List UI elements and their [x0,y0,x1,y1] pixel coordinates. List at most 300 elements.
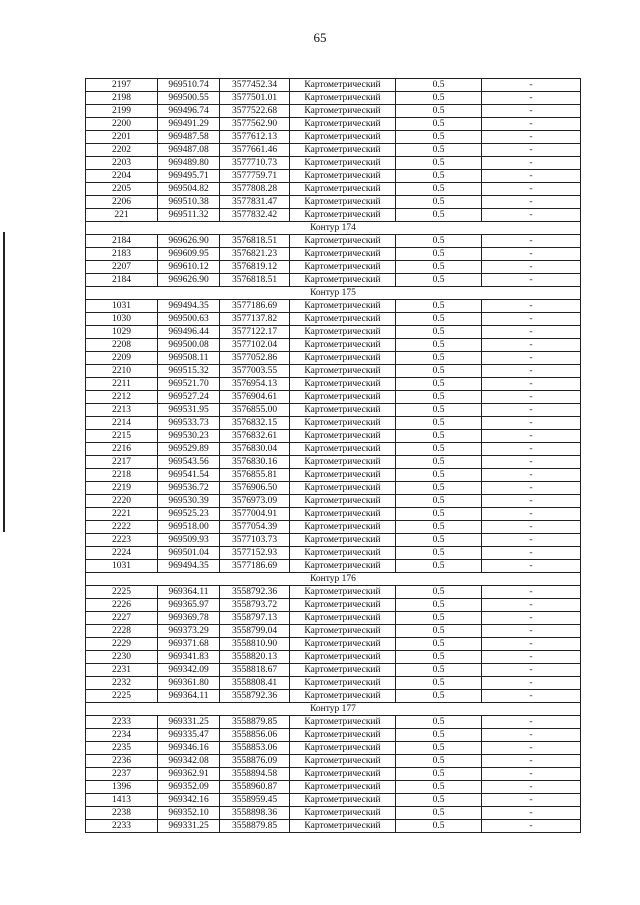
y-coordinate-cell: 3576830.16 [220,456,290,469]
point-number-cell: 1031 [86,300,158,313]
point-number-cell: 2204 [86,170,158,183]
table-row [86,586,581,599]
y-coordinate-cell: 3577452.34 [220,79,290,92]
extra-cell: - [482,716,581,729]
accuracy-cell: 0.5 [396,92,482,105]
y-coordinate-cell: 3576855.00 [220,404,290,417]
point-number-cell: 2201 [86,131,158,144]
accuracy-cell: 0.5 [396,716,482,729]
point-number-cell: 2224 [86,547,158,560]
y-coordinate-cell: 3558856.06 [220,729,290,742]
table-row [86,755,581,768]
point-number-cell: 2212 [86,391,158,404]
x-coordinate-cell: 969541.54 [158,469,220,482]
y-coordinate-cell: 3577054.39 [220,521,290,534]
y-coordinate-cell: 3577186.69 [220,300,290,313]
method-cell: Картометрический [290,456,396,469]
y-coordinate-cell: 3558797.13 [220,612,290,625]
accuracy-cell: 0.5 [396,313,482,326]
point-number-cell: 2221 [86,508,158,521]
extra-cell: - [482,131,581,144]
x-coordinate-cell: 969331.25 [158,820,220,833]
extra-cell: - [482,352,581,365]
y-coordinate-cell: 3558793.72 [220,599,290,612]
method-cell: Картометрический [290,521,396,534]
y-coordinate-cell: 3558898.36 [220,807,290,820]
method-cell: Картометрический [290,300,396,313]
x-coordinate-cell: 969530.39 [158,495,220,508]
accuracy-cell: 0.5 [396,365,482,378]
x-coordinate-cell: 969495.71 [158,170,220,183]
extra-cell: - [482,469,581,482]
point-number-cell: 2210 [86,365,158,378]
method-cell: Картометрический [290,170,396,183]
x-coordinate-cell: 969331.25 [158,716,220,729]
method-cell: Картометрический [290,495,396,508]
x-coordinate-cell: 969496.74 [158,105,220,118]
y-coordinate-cell: 3558894.58 [220,768,290,781]
accuracy-cell: 0.5 [396,794,482,807]
point-number-cell: 2216 [86,443,158,456]
extra-cell: - [482,92,581,105]
accuracy-cell: 0.5 [396,599,482,612]
y-coordinate-cell: 3558879.85 [220,820,290,833]
table-row [86,118,581,131]
x-coordinate-cell: 969342.08 [158,755,220,768]
accuracy-cell: 0.5 [396,131,482,144]
method-cell: Картометрический [290,729,396,742]
method-cell: Картометрический [290,339,396,352]
method-cell: Картометрический [290,430,396,443]
y-coordinate-cell: 3577832.42 [220,209,290,222]
point-number-cell: 2225 [86,586,158,599]
extra-cell: - [482,651,581,664]
accuracy-cell: 0.5 [396,820,482,833]
table-row [86,495,581,508]
x-coordinate-cell: 969487.08 [158,144,220,157]
y-coordinate-cell: 3577759.71 [220,170,290,183]
method-cell: Картометрический [290,248,396,261]
x-coordinate-cell: 969510.38 [158,196,220,209]
y-coordinate-cell: 3576973.09 [220,495,290,508]
extra-cell: - [482,235,581,248]
table-row [86,469,581,482]
table-row [86,157,581,170]
x-coordinate-cell: 969515.32 [158,365,220,378]
point-number-cell: 2205 [86,183,158,196]
y-coordinate-cell: 3576819.12 [220,261,290,274]
point-number-cell: 2220 [86,495,158,508]
table-row [86,547,581,560]
accuracy-cell: 0.5 [396,261,482,274]
method-cell: Картометрический [290,313,396,326]
point-number-cell: 2184 [86,274,158,287]
table-row [86,261,581,274]
table-row [86,677,581,690]
point-number-cell: 1413 [86,794,158,807]
table-row [86,248,581,261]
method-cell: Картометрический [290,781,396,794]
y-coordinate-cell: 3576818.51 [220,274,290,287]
table-row [86,326,581,339]
extra-cell: - [482,560,581,573]
contour-header-row [86,703,581,716]
method-cell: Картометрический [290,105,396,118]
extra-cell: - [482,729,581,742]
method-cell: Картометрический [290,664,396,677]
extra-cell: - [482,625,581,638]
table-row [86,209,581,222]
y-coordinate-cell: 3577052.86 [220,352,290,365]
table-row [86,638,581,651]
extra-cell: - [482,365,581,378]
table-row [86,716,581,729]
extra-cell: - [482,378,581,391]
accuracy-cell: 0.5 [396,495,482,508]
accuracy-cell: 0.5 [396,651,482,664]
x-coordinate-cell: 969530.23 [158,430,220,443]
point-number-cell: 2225 [86,690,158,703]
x-coordinate-cell: 969342.09 [158,664,220,677]
accuracy-cell: 0.5 [396,612,482,625]
y-coordinate-cell: 3576818.51 [220,235,290,248]
accuracy-cell: 0.5 [396,417,482,430]
table-row [86,170,581,183]
point-number-cell: 2184 [86,235,158,248]
table-row [86,443,581,456]
method-cell: Картометрический [290,365,396,378]
method-cell: Картометрический [290,404,396,417]
y-coordinate-cell: 3577710.73 [220,157,290,170]
extra-cell: - [482,677,581,690]
accuracy-cell: 0.5 [396,404,482,417]
extra-cell: - [482,261,581,274]
table-row [86,430,581,443]
accuracy-cell: 0.5 [396,469,482,482]
accuracy-cell: 0.5 [396,248,482,261]
x-coordinate-cell: 969527.24 [158,391,220,404]
accuracy-cell: 0.5 [396,105,482,118]
y-coordinate-cell: 3558959.45 [220,794,290,807]
table-row [86,612,581,625]
table-row [86,482,581,495]
extra-cell: - [482,794,581,807]
y-coordinate-cell: 3558960.87 [220,781,290,794]
y-coordinate-cell: 3577122.17 [220,326,290,339]
method-cell: Картометрический [290,417,396,430]
accuracy-cell: 0.5 [396,482,482,495]
y-coordinate-cell: 3577612.13 [220,131,290,144]
table-row [86,183,581,196]
table-row [86,417,581,430]
x-coordinate-cell: 969510.74 [158,79,220,92]
x-coordinate-cell: 969511.32 [158,209,220,222]
table-row [86,651,581,664]
point-number-cell: 2202 [86,144,158,157]
point-number-cell: 2213 [86,404,158,417]
accuracy-cell: 0.5 [396,430,482,443]
accuracy-cell: 0.5 [396,378,482,391]
extra-cell: - [482,781,581,794]
table-row [86,235,581,248]
extra-cell: - [482,742,581,755]
method-cell: Картометрический [290,807,396,820]
method-cell: Картометрический [290,690,396,703]
table-row [86,144,581,157]
extra-cell: - [482,196,581,209]
point-number-cell: 2203 [86,157,158,170]
extra-cell: - [482,326,581,339]
x-coordinate-cell: 969509.93 [158,534,220,547]
contour-header-row [86,573,581,586]
table-row [86,92,581,105]
accuracy-cell: 0.5 [396,339,482,352]
x-coordinate-cell: 969504.82 [158,183,220,196]
y-coordinate-cell: 3576904.61 [220,391,290,404]
y-coordinate-cell: 3558799.04 [220,625,290,638]
y-coordinate-cell: 3558792.36 [220,690,290,703]
extra-cell: - [482,456,581,469]
point-number-cell: 2218 [86,469,158,482]
accuracy-cell: 0.5 [396,326,482,339]
method-cell: Картометрический [290,326,396,339]
table-row [86,391,581,404]
y-coordinate-cell: 3577831.47 [220,196,290,209]
table-row [86,742,581,755]
point-number-cell: 2238 [86,807,158,820]
accuracy-cell: 0.5 [396,300,482,313]
x-coordinate-cell: 969500.63 [158,313,220,326]
margin-line [3,232,5,532]
y-coordinate-cell: 3577661.46 [220,144,290,157]
extra-cell: - [482,547,581,560]
accuracy-cell: 0.5 [396,456,482,469]
accuracy-cell: 0.5 [396,170,482,183]
accuracy-cell: 0.5 [396,534,482,547]
point-number-cell: 2237 [86,768,158,781]
extra-cell: - [482,79,581,92]
accuracy-cell: 0.5 [396,742,482,755]
point-number-cell: 2206 [86,196,158,209]
method-cell: Картометрический [290,482,396,495]
accuracy-cell: 0.5 [396,768,482,781]
y-coordinate-cell: 3577808.28 [220,183,290,196]
contour-header-row [86,222,581,235]
point-number-cell: 2235 [86,742,158,755]
y-coordinate-cell: 3576821.23 [220,248,290,261]
accuracy-cell: 0.5 [396,807,482,820]
y-coordinate-cell: 3576954.13 [220,378,290,391]
point-number-cell: 2200 [86,118,158,131]
x-coordinate-cell: 969529.89 [158,443,220,456]
extra-cell: - [482,391,581,404]
method-cell: Картометрический [290,768,396,781]
point-number-cell: 2233 [86,820,158,833]
x-coordinate-cell: 969500.08 [158,339,220,352]
extra-cell: - [482,183,581,196]
x-coordinate-cell: 969369.78 [158,612,220,625]
contour-label: Контур 176 [86,573,581,586]
accuracy-cell: 0.5 [396,443,482,456]
extra-cell: - [482,495,581,508]
table-row [86,352,581,365]
y-coordinate-cell: 3558853.06 [220,742,290,755]
accuracy-cell: 0.5 [396,690,482,703]
x-coordinate-cell: 969491.29 [158,118,220,131]
x-coordinate-cell: 969362.91 [158,768,220,781]
accuracy-cell: 0.5 [396,547,482,560]
extra-cell: - [482,339,581,352]
point-number-cell: 2227 [86,612,158,625]
accuracy-cell: 0.5 [396,209,482,222]
point-number-cell: 2198 [86,92,158,105]
x-coordinate-cell: 969543.56 [158,456,220,469]
extra-cell: - [482,820,581,833]
x-coordinate-cell: 969342.16 [158,794,220,807]
x-coordinate-cell: 969371.68 [158,638,220,651]
method-cell: Картометрический [290,79,396,92]
table-row [86,274,581,287]
x-coordinate-cell: 969518.00 [158,521,220,534]
extra-cell: - [482,417,581,430]
accuracy-cell: 0.5 [396,183,482,196]
extra-cell: - [482,404,581,417]
extra-cell: - [482,248,581,261]
method-cell: Картометрический [290,157,396,170]
y-coordinate-cell: 3577004.91 [220,508,290,521]
point-number-cell: 2197 [86,79,158,92]
y-coordinate-cell: 3577186.69 [220,560,290,573]
accuracy-cell: 0.5 [396,638,482,651]
extra-cell: - [482,105,581,118]
table-row [86,508,581,521]
extra-cell: - [482,807,581,820]
extra-cell: - [482,638,581,651]
table-row [86,534,581,547]
y-coordinate-cell: 3577102.04 [220,339,290,352]
extra-cell: - [482,534,581,547]
accuracy-cell: 0.5 [396,755,482,768]
y-coordinate-cell: 3576855.81 [220,469,290,482]
method-cell: Картометрический [290,755,396,768]
x-coordinate-cell: 969489.80 [158,157,220,170]
point-number-cell: 1396 [86,781,158,794]
accuracy-cell: 0.5 [396,196,482,209]
point-number-cell: 2236 [86,755,158,768]
extra-cell: - [482,508,581,521]
x-coordinate-cell: 969610.12 [158,261,220,274]
extra-cell: - [482,482,581,495]
x-coordinate-cell: 969609.95 [158,248,220,261]
y-coordinate-cell: 3577562.90 [220,118,290,131]
x-coordinate-cell: 969365.97 [158,599,220,612]
extra-cell: - [482,144,581,157]
table-row [86,131,581,144]
extra-cell: - [482,690,581,703]
x-coordinate-cell: 969361.80 [158,677,220,690]
accuracy-cell: 0.5 [396,625,482,638]
accuracy-cell: 0.5 [396,157,482,170]
y-coordinate-cell: 3577152.93 [220,547,290,560]
accuracy-cell: 0.5 [396,79,482,92]
x-coordinate-cell: 969494.35 [158,300,220,313]
accuracy-cell: 0.5 [396,352,482,365]
y-coordinate-cell: 3577103.73 [220,534,290,547]
point-number-cell: 2223 [86,534,158,547]
point-number-cell: 2217 [86,456,158,469]
table-row [86,105,581,118]
extra-cell: - [482,612,581,625]
point-number-cell: 1029 [86,326,158,339]
method-cell: Картометрический [290,625,396,638]
table-row [86,625,581,638]
x-coordinate-cell: 969346.16 [158,742,220,755]
point-number-cell: 2183 [86,248,158,261]
point-number-cell: 2214 [86,417,158,430]
y-coordinate-cell: 3558792.36 [220,586,290,599]
accuracy-cell: 0.5 [396,118,482,131]
table-row [86,690,581,703]
method-cell: Картометрический [290,560,396,573]
method-cell: Картометрический [290,612,396,625]
table-row [86,365,581,378]
table-row [86,313,581,326]
y-coordinate-cell: 3576832.61 [220,430,290,443]
table-row [86,339,581,352]
table-row [86,196,581,209]
extra-cell: - [482,521,581,534]
coordinates-table [85,78,581,833]
y-coordinate-cell: 3558879.85 [220,716,290,729]
extra-cell: - [482,209,581,222]
table-row [86,521,581,534]
accuracy-cell: 0.5 [396,144,482,157]
method-cell: Картометрический [290,469,396,482]
table-row [86,79,581,92]
y-coordinate-cell: 3558820.13 [220,651,290,664]
table-row [86,300,581,313]
accuracy-cell: 0.5 [396,508,482,521]
method-cell: Картометрический [290,677,396,690]
point-number-cell: 1030 [86,313,158,326]
table-row [86,768,581,781]
x-coordinate-cell: 969626.90 [158,274,220,287]
accuracy-cell: 0.5 [396,586,482,599]
extra-cell: - [482,443,581,456]
y-coordinate-cell: 3558876.09 [220,755,290,768]
point-number-cell: 2228 [86,625,158,638]
table-row [86,820,581,833]
point-number-cell: 2234 [86,729,158,742]
y-coordinate-cell: 3558808.41 [220,677,290,690]
point-number-cell: 2231 [86,664,158,677]
method-cell: Картометрический [290,352,396,365]
extra-cell: - [482,300,581,313]
table-row [86,378,581,391]
method-cell: Картометрический [290,209,396,222]
x-coordinate-cell: 969352.09 [158,781,220,794]
table-row [86,664,581,677]
extra-cell: - [482,274,581,287]
x-coordinate-cell: 969536.72 [158,482,220,495]
point-number-cell: 2219 [86,482,158,495]
method-cell: Картометрический [290,92,396,105]
table-row [86,794,581,807]
extra-cell: - [482,586,581,599]
accuracy-cell: 0.5 [396,781,482,794]
x-coordinate-cell: 969341.83 [158,651,220,664]
contour-label: Контур 177 [86,703,581,716]
